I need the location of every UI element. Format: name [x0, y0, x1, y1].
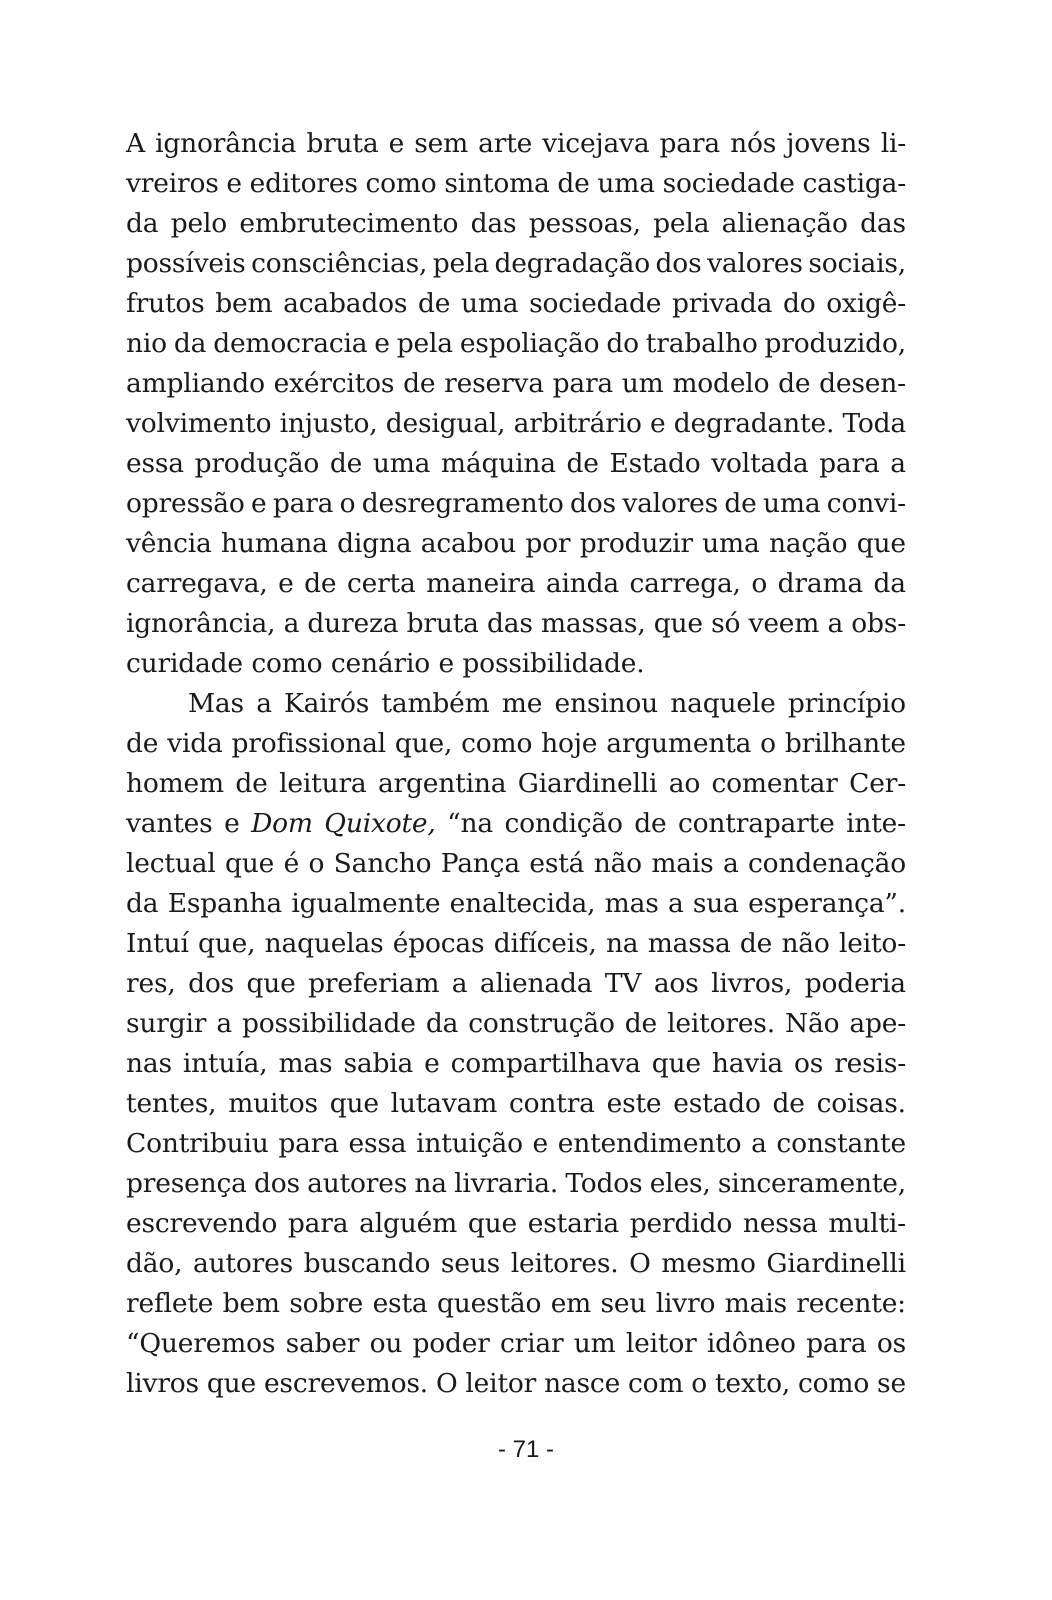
text-line: opressão e para o desregramento dos valores de uma convi-	[126, 488, 906, 519]
text-line: curidade como cenário e possibilidade.	[126, 648, 645, 679]
text-line: Contribuiu para essa intuição e entendimento a constante	[126, 1128, 906, 1159]
text-line: escrevendo para alguém que estaria perdido nessa multi-	[126, 1208, 906, 1239]
text-line: nas intuía, mas sabia e compartilhava que havia os resis-	[126, 1048, 906, 1079]
body-text	[126, 124, 906, 1404]
text-line: vantes e Dom Quixote, “na condição de contraparte inte-	[126, 808, 906, 839]
text-line: essa produção de uma máquina de Estado voltada para a	[126, 448, 906, 479]
text-line: livros que escrevemos. O leitor nasce com o texto, como se	[126, 1368, 906, 1399]
text-line: reflete bem sobre esta questão em seu livro mais recente:	[126, 1288, 906, 1319]
paragraph	[126, 124, 906, 684]
text-line: nio da democracia e pela espoliação do trabalho produzido,	[126, 328, 906, 359]
text-line: “Queremos saber ou poder criar um leitor idôneo para os	[126, 1328, 906, 1359]
text-line: res, dos que preferiam a alienada TV aos livros, poderia	[126, 968, 906, 999]
text-line: carregava, e de certa maneira ainda carrega, o drama da	[126, 568, 906, 599]
text-line: ignorância, a dureza bruta das massas, que só veem a obs-	[126, 608, 906, 639]
text-line: vreiros e editores como sintoma de uma sociedade castiga-	[126, 168, 906, 199]
text-line: presença dos autores na livraria. Todos eles, sinceramente,	[126, 1168, 906, 1199]
text-line: Mas a Kairós também me ensinou naquele princípio	[188, 688, 906, 719]
text-line: vência humana digna acabou por produzir uma nação que	[126, 528, 906, 559]
text-line: volvimento injusto, desigual, arbitrário e degradante. Toda	[126, 408, 906, 439]
text-line: de vida profissional que, como hoje argumenta o brilhante	[126, 728, 906, 759]
text-line: A ignorância bruta e sem arte vicejava para nós jovens li-	[126, 128, 906, 159]
paragraph	[126, 684, 906, 1404]
text-line: lectual que é o Sancho Pança está não mais a condenação	[126, 848, 906, 879]
text-line: ampliando exércitos de reserva para um modelo de desen-	[126, 368, 906, 399]
text-line: surgir a possibilidade da construção de leitores. Não ape-	[126, 1008, 906, 1039]
page-number: - 71 -	[497, 1436, 554, 1463]
text-line: da pelo embrutecimento das pessoas, pela alienação das	[126, 208, 906, 239]
text-line: tentes, muitos que lutavam contra este estado de coisas.	[126, 1088, 906, 1119]
text-line: dão, autores buscando seus leitores. O mesmo Giardinelli	[126, 1248, 906, 1279]
text-line: possíveis consciências, pela degradação dos valores sociais,	[126, 248, 906, 279]
text-line: da Espanha igualmente enaltecida, mas a sua esperança”.	[126, 888, 906, 919]
text-line: homem de leitura argentina Giardinelli ao comentar Cer-	[126, 768, 906, 799]
text-line: Intuí que, naquelas épocas difíceis, na massa de não leito-	[126, 928, 906, 959]
text-line: frutos bem acabados de uma sociedade privada do oxigê-	[126, 288, 906, 319]
